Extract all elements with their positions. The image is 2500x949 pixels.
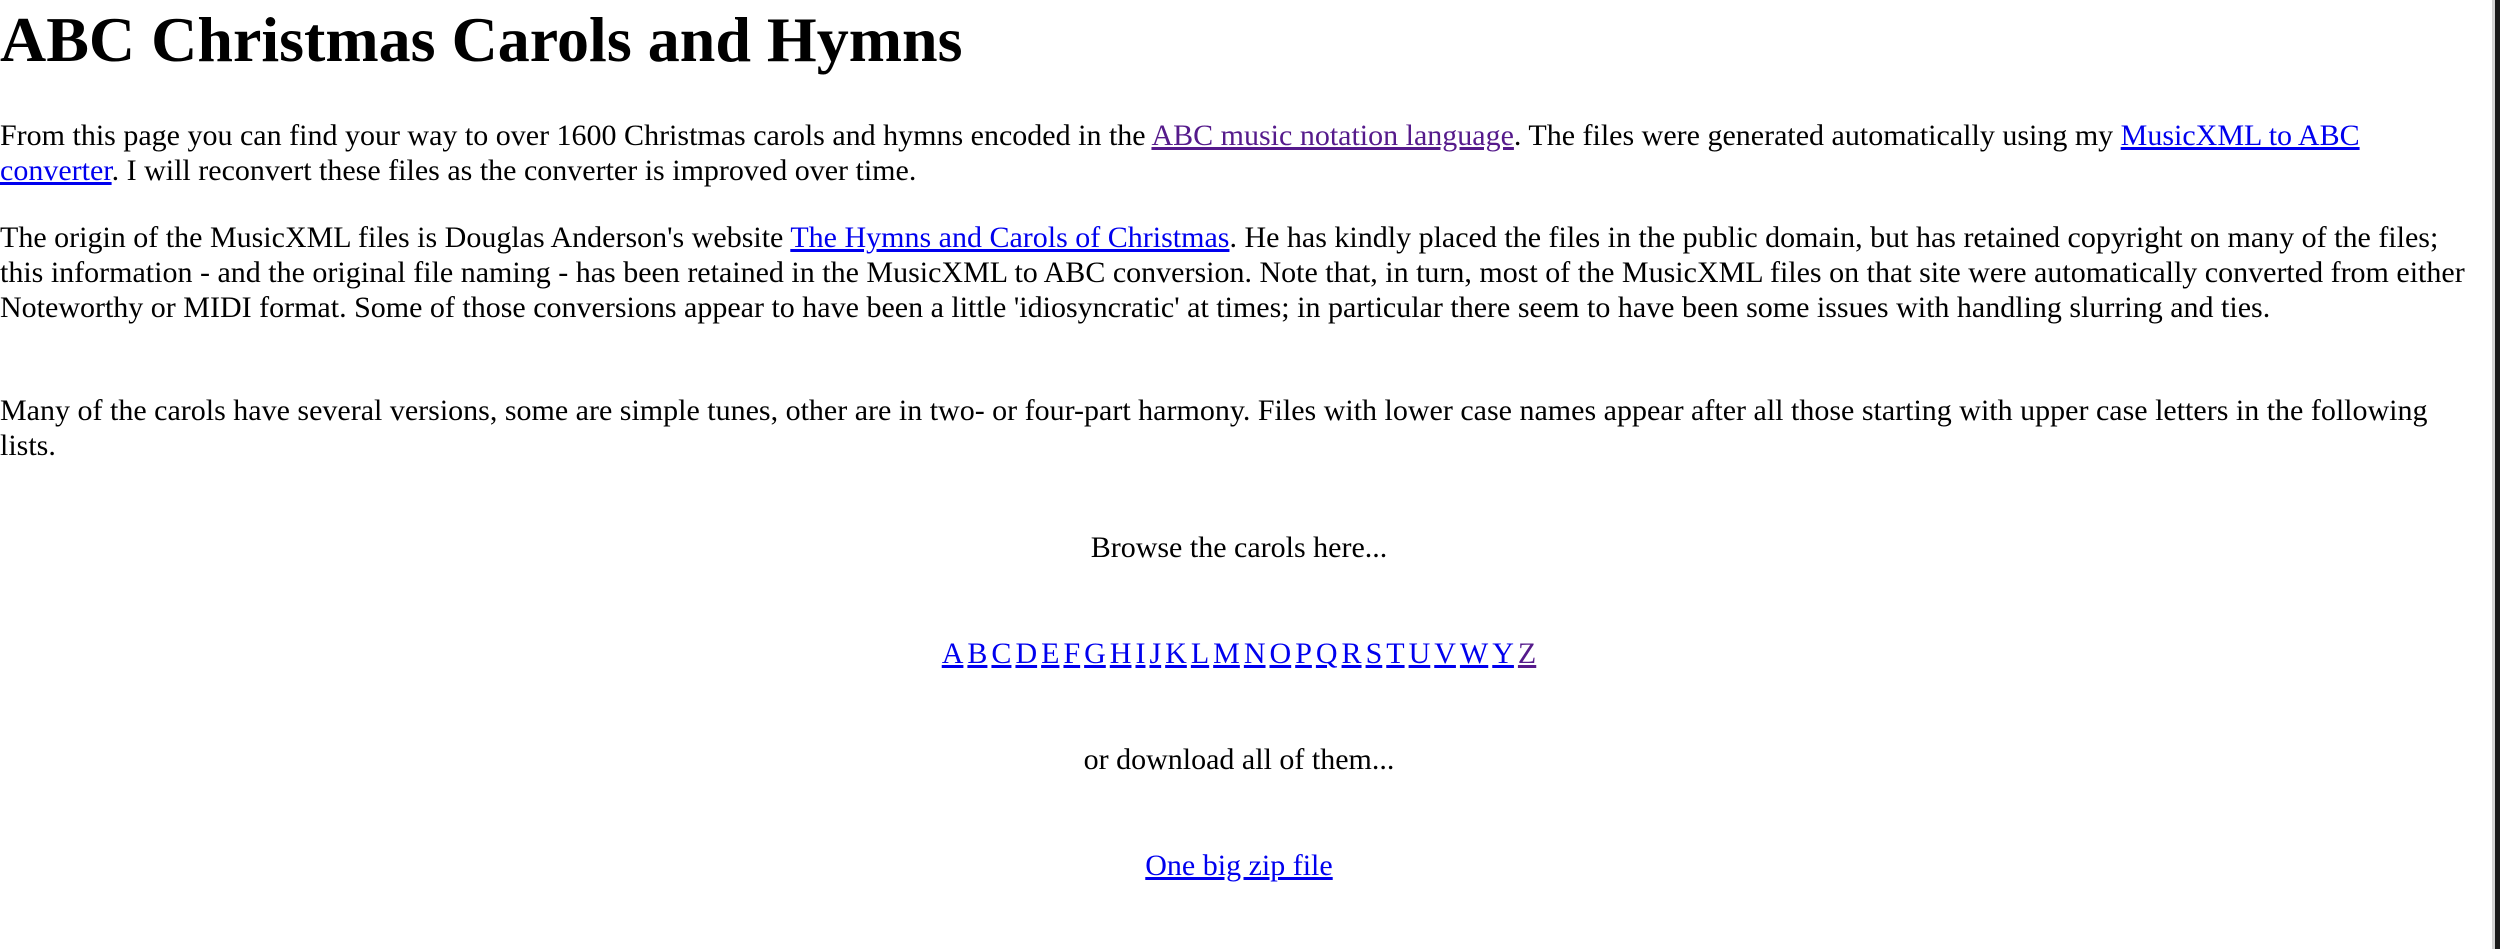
letter-link-w[interactable]: W — [1459, 637, 1489, 670]
origin-paragraph — [0, 220, 2486, 325]
origin-text: The origin of the MusicXML files is Douglas Anderson's website — [0, 221, 791, 254]
letter-link-e[interactable]: E — [1041, 637, 1060, 670]
letter-link-t[interactable]: T — [1386, 637, 1405, 670]
intro-text: . I will reconvert these files as the converter is improved over time. — [111, 154, 917, 187]
letter-link-l[interactable]: L — [1190, 637, 1210, 670]
letter-link-p[interactable]: P — [1295, 637, 1312, 670]
letter-link-o[interactable]: O — [1269, 637, 1292, 670]
letter-link-b[interactable]: B — [967, 637, 988, 670]
letter-link-c[interactable]: C — [991, 637, 1012, 670]
intro-paragraph-1 — [0, 118, 2486, 188]
letter-link-q[interactable]: Q — [1315, 637, 1338, 670]
page-title: ABC Christmas Carols and Hymns — [0, 4, 963, 75]
letter-link-n[interactable]: N — [1243, 637, 1266, 670]
letter-link-y[interactable]: Y — [1492, 637, 1514, 670]
letter-link-r[interactable]: R — [1341, 637, 1362, 670]
window-edge — [2495, 0, 2500, 949]
intro-text: . The files were generated automatically using my — [1513, 119, 2121, 152]
hymns-carols-link[interactable]: The Hymns and Carols of Christmas — [790, 221, 1230, 254]
download-label: or download all of them... — [1083, 743, 1395, 776]
letter-link-f[interactable]: F — [1063, 637, 1081, 670]
letter-link-m[interactable]: M — [1213, 637, 1240, 670]
letter-link-v[interactable]: V — [1434, 637, 1456, 670]
versions-paragraph: Many of the carols have several versions, some are simple tunes, other are in two- or four-part harmony. Files with lower case names appear after all those starting with upper case letters in the following lists. — [0, 394, 2428, 462]
letter-link-z[interactable]: Z — [1517, 637, 1537, 670]
letter-link-u[interactable]: U — [1408, 637, 1431, 670]
origin-text: . He has kindly placed the files in the public domain, but has retained copyright on many of the files; this information - and the original file naming - has been retained in the MusicXML to ABC conversion. Note that, in turn, most of the MusicXML files on that site were automatically converted from either Noteworthy or MIDI format. Some of those conversions appear to have been a little 'idiosyncratic' at times; in particular there seem to have been some issues with handling slurring and ties. — [0, 221, 2465, 324]
zip-download-link[interactable]: One big zip file — [1145, 849, 1333, 882]
intro-text: From this page you can find your way to over 1600 Christmas carols and hymns encoded in the — [0, 119, 1152, 152]
letter-link-s[interactable]: S — [1365, 637, 1383, 670]
musicxml-converter-link[interactable]: MusicXML to ABC converter — [0, 119, 2360, 187]
letter-link-a[interactable]: A — [941, 637, 964, 670]
letter-link-d[interactable]: D — [1015, 637, 1038, 670]
letter-link-g[interactable]: G — [1084, 637, 1106, 670]
browse-label: Browse the carols here... — [1090, 531, 1388, 564]
abc-notation-link[interactable]: ABC music notation language — [1151, 119, 1514, 152]
zip-line — [0, 848, 2478, 883]
letter-link-h[interactable]: H — [1109, 637, 1132, 670]
letter-index — [0, 636, 2478, 671]
letter-link-i[interactable]: I — [1135, 637, 1146, 670]
letter-link-j[interactable]: J — [1149, 637, 1162, 670]
letter-link-k[interactable]: K — [1165, 637, 1187, 670]
